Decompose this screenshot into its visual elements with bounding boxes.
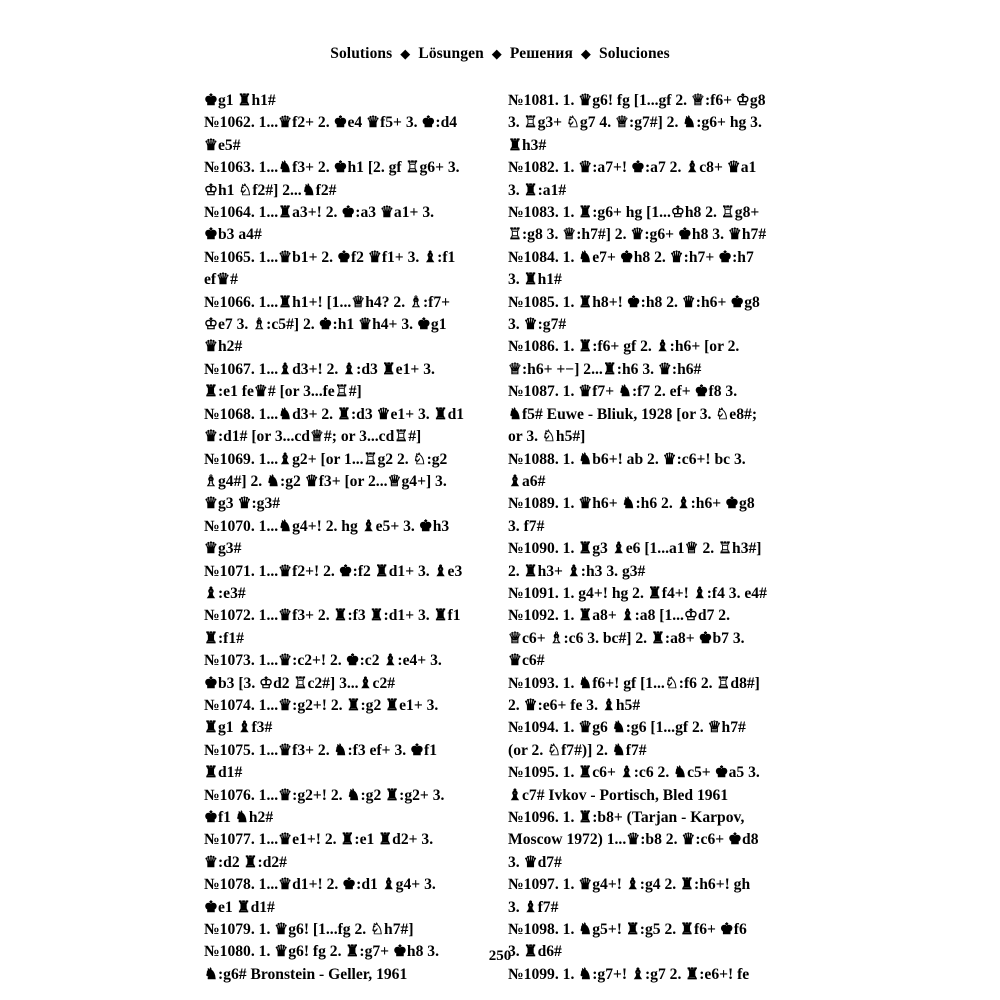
solution-line-text: ♞:g6# Bronstein - Geller, 1961 — [204, 965, 408, 983]
solution-line-text: ♛g3# — [204, 540, 242, 558]
solution-line — [204, 964, 492, 986]
solution-line-text: ♛g3 ♛:g3# — [204, 495, 281, 513]
solution-line — [204, 157, 492, 179]
solution-line-text: ♜h3# — [508, 136, 547, 154]
solution-line-text: №1070. 1...♞g4+! 2. hg ♝e5+ 3. ♚h3 — [204, 517, 450, 535]
solution-line-text: №1075. 1...♛f3+ 2. ♞:f3 ef+ 3. ♚f1 — [204, 741, 438, 759]
solution-line — [508, 897, 796, 919]
solution-line — [508, 247, 796, 269]
solution-line — [204, 224, 492, 246]
solution-line — [204, 561, 492, 583]
solution-line-text: or 3. ♘h5#] — [508, 428, 586, 446]
solution-line-text: ♜d1# — [204, 764, 243, 782]
solution-line — [204, 493, 492, 515]
solution-line — [508, 516, 796, 538]
solution-line — [204, 740, 492, 762]
solution-line — [508, 471, 796, 493]
header-soluciones: Soluciones — [599, 45, 670, 62]
solution-line-text: ef♛# — [204, 271, 238, 289]
solution-line — [508, 762, 796, 784]
solution-line-text: №1085. 1. ♜h8+! ♚:h8 2. ♛:h6+ ♚g8 — [508, 293, 760, 311]
solution-line-text: ♜:f1# — [204, 629, 244, 647]
solution-line-text: 3. ♛d7# — [508, 853, 562, 871]
solution-line — [204, 516, 492, 538]
solution-line-text: №1080. 1. ♛g6! fg 2. ♜:g7+ ♚h8 3. — [204, 943, 439, 961]
solution-line-text: №1071. 1...♛f2+! 2. ♚:f2 ♜d1+ 3. ♝e3 — [204, 562, 463, 580]
solution-line-text: Moscow 1972) 1...♛:b8 2. ♛:c6+ ♚d8 — [508, 831, 759, 849]
diamond-icon: ◆ — [580, 46, 592, 61]
solution-line — [204, 359, 492, 381]
solution-line-text: №1093. 1. ♞f6+! gf [1...♘:f6 2. ♖d8#] — [508, 674, 760, 692]
solution-line-text: ♛e5# — [204, 136, 241, 154]
solution-line-text: ♔e7 3. ♗:c5#] 2. ♚:h1 ♛h4+ 3. ♚g1 — [204, 316, 447, 334]
solution-line-text: ♛:d2 ♜:d2# — [204, 853, 287, 871]
solution-line-text: ♕c6+ ♗:c6 3. bc#] 2. ♜:a8+ ♚b7 3. — [508, 629, 745, 647]
solution-line — [508, 404, 796, 426]
solution-line — [204, 717, 492, 739]
solution-line-text: ♞f5# Euwe - Bliuk, 1928 [or 3. ♘e8#; — [508, 405, 758, 423]
solution-line — [204, 180, 492, 202]
solution-line-text: (or 2. ♘f7#)] 2. ♞f7# — [508, 741, 647, 759]
solution-line — [204, 852, 492, 874]
solution-line-text: №1099. 1. ♞:g7+! ♝:g7 2. ♜:e6+! fe — [508, 965, 750, 983]
solution-line-text: №1087. 1. ♛f7+ ♞:f7 2. ef+ ♚f8 3. — [508, 383, 738, 401]
solution-line-text: ♜:e1 fe♛# [or 3...fe♖#] — [204, 383, 362, 401]
solution-line — [508, 359, 796, 381]
solution-line — [508, 628, 796, 650]
solution-line-text: ♕:h6+ +−] 2...♜:h6 3. ♛:h6# — [508, 360, 702, 378]
solution-line-text: №1094. 1. ♛g6 ♞:g6 [1...gf 2. ♕h7# — [508, 719, 746, 737]
solution-line-text: 3. ♝f7# — [508, 898, 559, 916]
solution-line — [508, 919, 796, 941]
solution-line — [204, 135, 492, 157]
solution-line — [204, 90, 492, 112]
solution-line — [204, 336, 492, 358]
solution-line — [508, 964, 796, 986]
solution-line — [204, 673, 492, 695]
solution-line-text: ♝a6# — [508, 472, 546, 490]
solution-line-text: №1067. 1...♝d3+! 2. ♝:d3 ♜e1+ 3. — [204, 360, 435, 378]
solution-line — [508, 695, 796, 717]
solution-line — [204, 762, 492, 784]
solution-line-text: №1086. 1. ♜:f6+ gf 2. ♝:h6+ [or 2. — [508, 338, 740, 356]
solution-line — [508, 673, 796, 695]
solution-line — [508, 538, 796, 560]
solution-line — [508, 493, 796, 515]
left-column — [204, 90, 492, 986]
solution-line — [204, 695, 492, 717]
solution-line-text: №1090. 1. ♜g3 ♝e6 [1...a1♕ 2. ♖h3#] — [508, 540, 762, 558]
solution-line — [508, 202, 796, 224]
solution-line-text: ♛h2# — [204, 338, 243, 356]
solution-line — [204, 314, 492, 336]
solution-line — [204, 112, 492, 134]
solution-line-text: №1083. 1. ♜:g6+ hg [1...♔h8 2. ♖g8+ — [508, 204, 760, 222]
solution-line-text: №1092. 1. ♜a8+ ♝:a8 [1...♔d7 2. — [508, 607, 730, 625]
solution-line-text: ♚e1 ♜d1# — [204, 898, 275, 916]
solution-line — [508, 874, 796, 896]
solution-line-text: 3. ♜h1# — [508, 271, 562, 289]
solution-line — [508, 314, 796, 336]
solution-line — [204, 202, 492, 224]
solution-line — [204, 829, 492, 851]
solution-line — [508, 829, 796, 851]
solution-line — [204, 807, 492, 829]
solution-line — [508, 650, 796, 672]
solution-line-text: №1068. 1...♞d3+ 2. ♜:d3 ♛e1+ 3. ♜d1 — [204, 405, 465, 423]
solution-line — [204, 404, 492, 426]
solution-line-text: ♔h1 ♘f2#] 2...♞f2# — [204, 181, 337, 199]
solution-line — [204, 426, 492, 448]
solution-line — [508, 269, 796, 291]
solution-line-text: №1089. 1. ♛h6+ ♞:h6 2. ♝:h6+ ♚g8 — [508, 495, 755, 513]
solution-line — [204, 471, 492, 493]
solution-line-text: 3. f7# — [508, 517, 545, 535]
solution-line-text: 3. ♖g3+ ♘g7 4. ♕:g7#] 2. ♞:g6+ hg 3. — [508, 114, 762, 132]
solution-line-text: ♝c7# Ivkov - Portisch, Bled 1961 — [508, 786, 729, 804]
solution-line-text: №1079. 1. ♛g6! [1...fg 2. ♘h7#] — [204, 921, 414, 939]
solution-line-text: ♛c6# — [508, 652, 545, 670]
solution-line-text: №1062. 1...♛f2+ 2. ♚e4 ♛f5+ 3. ♚:d4 — [204, 114, 458, 132]
solution-line-text: №1069. 1...♝g2+ [or 1...♖g2 2. ♘:g2 — [204, 450, 448, 468]
header-resheniya: Решения — [509, 45, 573, 62]
solution-line — [204, 874, 492, 896]
solution-line-text: ♗g4#] 2. ♞:g2 ♛f3+ [or 2...♕g4+] 3. — [204, 472, 447, 490]
header-solutions: Solutions — [330, 45, 393, 62]
solution-line — [508, 224, 796, 246]
page-number: 250 — [488, 948, 512, 964]
solution-line — [204, 919, 492, 941]
solution-line — [508, 336, 796, 358]
solution-line-text: ♚f1 ♞h2# — [204, 809, 274, 826]
solution-line — [508, 112, 796, 134]
solution-line — [508, 449, 796, 471]
solution-line-text: №1081. 1. ♛g6! fg [1...gf 2. ♕:f6+ ♔g8 — [508, 92, 766, 109]
solution-line — [204, 583, 492, 605]
solution-line-text: №1078. 1...♛d1+! 2. ♚:d1 ♝g4+ 3. — [204, 876, 436, 894]
solution-line — [508, 583, 796, 605]
solution-line-text: №1082. 1. ♛:a7+! ♚:a7 2. ♝c8+ ♛a1 — [508, 159, 757, 177]
solution-line-text: №1064. 1...♜a3+! 2. ♚:a3 ♛a1+ 3. — [204, 204, 435, 222]
solution-line — [508, 740, 796, 762]
solution-line — [508, 605, 796, 627]
solution-line-text: №1072. 1...♛f3+ 2. ♜:f3 ♜:d1+ 3. ♜f1 — [204, 607, 461, 625]
solution-line — [508, 561, 796, 583]
solution-line — [508, 426, 796, 448]
solution-line-text: №1066. 1...♜h1+! [1...♕h4? 2. ♗:f7+ — [204, 293, 451, 311]
solution-line-text: ♜g1 ♝f3# — [204, 719, 273, 737]
solution-line — [204, 247, 492, 269]
solution-line — [204, 449, 492, 471]
solution-line-text: №1077. 1...♛e1+! 2. ♜:e1 ♜d2+ 3. — [204, 831, 434, 849]
right-column — [508, 90, 796, 986]
solution-line — [508, 180, 796, 202]
solution-line-text: ♖:g8 3. ♕:h7#] 2. ♛:g6+ ♚h8 3. ♛h7# — [508, 226, 767, 244]
solution-line-text: №1063. 1...♞f3+ 2. ♚h1 [2. gf ♖g6+ 3. — [204, 159, 460, 177]
solution-line-text: ♛:d1# [or 3...cd♕#; or 3...cd♖#] — [204, 428, 422, 446]
solution-line-text: 2. ♜h3+ ♝:h3 3. g3# — [508, 562, 646, 580]
solution-line-text: №1088. 1. ♞b6+! ab 2. ♛:c6+! bc 3. — [508, 450, 746, 468]
solution-line-text: №1097. 1. ♛g4+! ♝:g4 2. ♜:h6+! gh — [508, 876, 751, 894]
solution-line — [204, 628, 492, 650]
solution-line-text: ♚b3 a4# — [204, 226, 262, 244]
solution-line — [508, 135, 796, 157]
solution-line — [508, 90, 796, 112]
solution-line-text: №1098. 1. ♞g5+! ♜:g5 2. ♜f6+ ♚f6 — [508, 921, 747, 939]
solution-line — [204, 381, 492, 403]
diamond-icon: ◆ — [400, 46, 411, 61]
solution-line-text: №1091. 1. g4+! hg 2. ♜f4+! ♝:f4 3. e4# — [508, 584, 767, 602]
solution-line-text: №1096. 1. ♜:b8+ (Tarjan - Karpov, — [508, 809, 745, 826]
solution-line-text: 2. ♛:e6+ fe 3. ♝h5# — [508, 696, 641, 714]
solution-line — [508, 785, 796, 807]
solution-line — [508, 807, 796, 829]
solution-line-text: ♝:e3# — [204, 584, 246, 602]
solution-line — [204, 650, 492, 672]
solution-line — [508, 717, 796, 739]
solution-line-text: №1076. 1...♛:g2+! 2. ♞:g2 ♜:g2+ 3. — [204, 786, 445, 804]
solution-line — [204, 269, 492, 291]
diamond-icon: ◆ — [491, 46, 502, 61]
solution-line-text: ♚g1 ♜h1# — [204, 92, 276, 109]
solution-line — [508, 381, 796, 403]
solution-line — [204, 538, 492, 560]
solution-line-text: №1065. 1...♛b1+ 2. ♚f2 ♛f1+ 3. ♝:f1 — [204, 248, 456, 266]
solution-line-text: 3. ♜d6# — [508, 943, 562, 961]
solution-line-text: №1073. 1...♛:c2+! 2. ♚:c2 ♝:e4+ 3. — [204, 652, 442, 670]
solution-line-text: ♚b3 [3. ♔d2 ♖c2#] 3...♝c2# — [204, 674, 396, 692]
solution-line-text: №1095. 1. ♜c6+ ♝:c6 2. ♞c5+ ♚a5 3. — [508, 764, 760, 782]
header-losungen: Lösungen — [418, 45, 484, 62]
solution-line — [508, 157, 796, 179]
solution-line — [204, 605, 492, 627]
solution-line-text: №1074. 1...♛:g2+! 2. ♜:g2 ♜e1+ 3. — [204, 696, 439, 714]
solution-line — [204, 785, 492, 807]
solution-line — [204, 897, 492, 919]
solution-line-text: №1084. 1. ♞e7+ ♚h8 2. ♛:h7+ ♚:h7 — [508, 248, 754, 266]
solution-line — [508, 292, 796, 314]
solution-line-text: 3. ♜:a1# — [508, 181, 567, 199]
solution-line-text: 3. ♛:g7# — [508, 316, 567, 334]
solution-line — [204, 292, 492, 314]
page-header — [0, 45, 1000, 63]
solution-line — [508, 852, 796, 874]
